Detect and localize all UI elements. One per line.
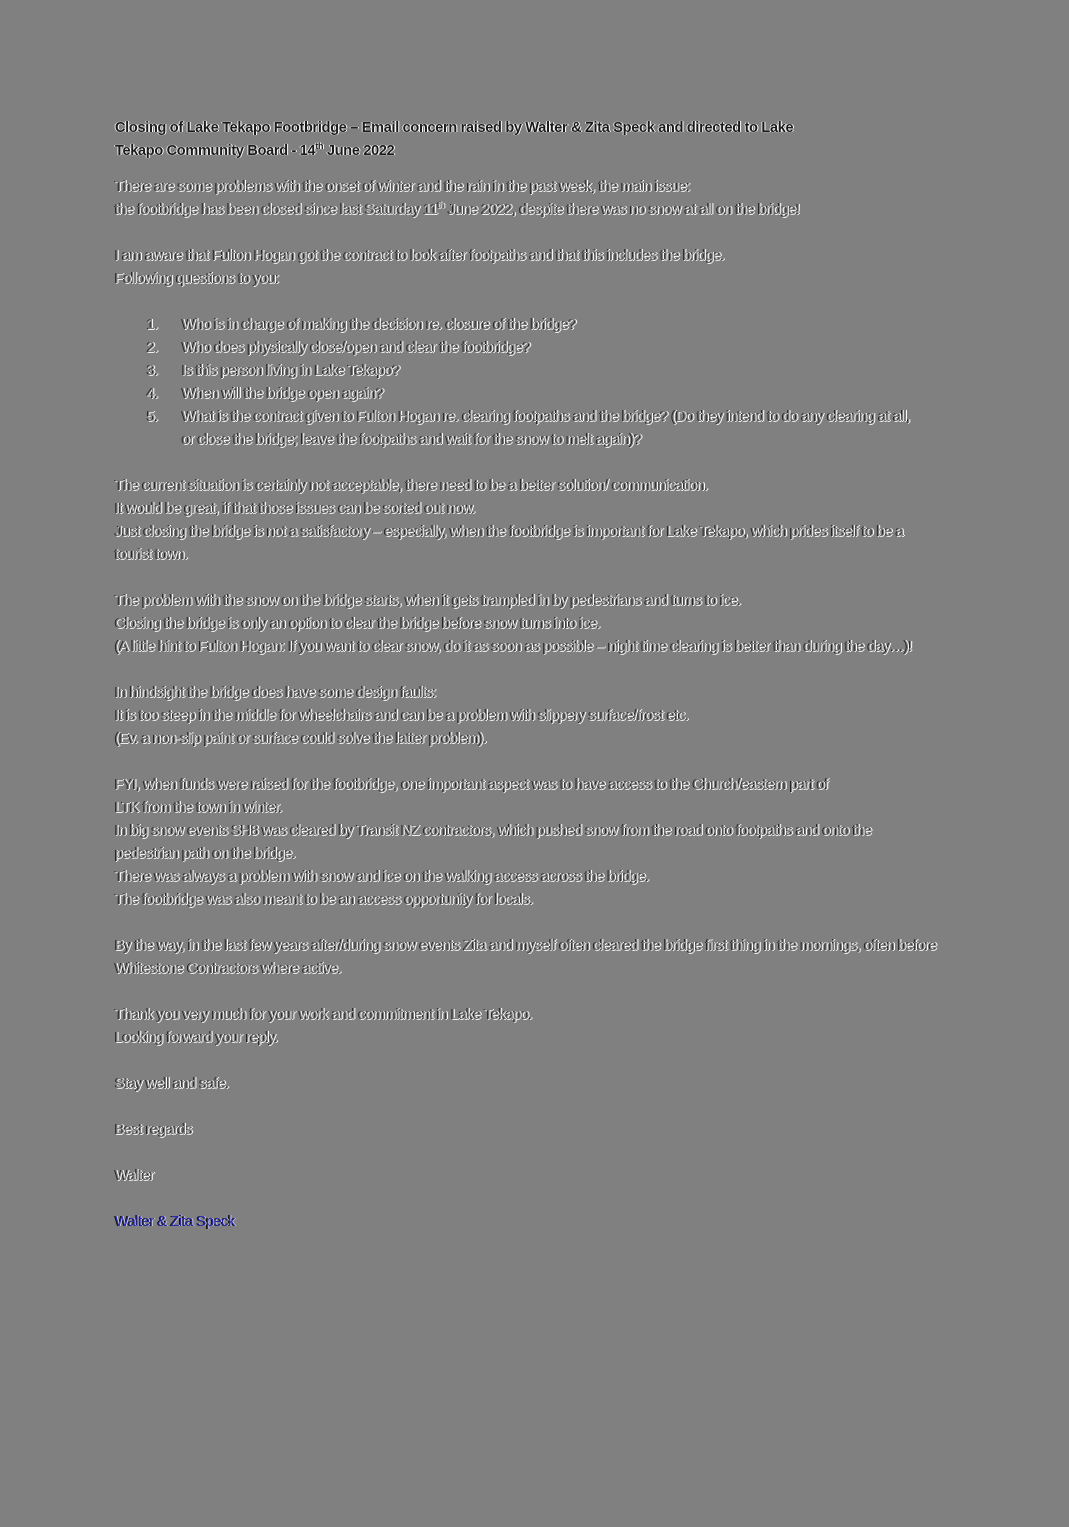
question-item [115, 383, 955, 406]
contract-line-2: Following questions to you: [115, 271, 280, 287]
question-number: 5. [147, 409, 159, 425]
closing-name: Walter [115, 1168, 154, 1184]
fyi-line-4: The footbridge was also meant to be an access opportunity for locals. [115, 892, 534, 908]
design-line-1: In hindsight the bridge does have some design faults: [115, 685, 437, 701]
questions-list [115, 314, 955, 452]
btw-line-1: By the way, in the last few years after/during snow events Zita and myself often cleared the bridge first thing in the mornings, often before Whitestone Contractors where active. [115, 938, 937, 977]
paragraph-intro [115, 176, 955, 222]
question-item [115, 360, 955, 383]
design-line-3: (Ev. a non-slip paint or surface could solve the latter problem). [115, 731, 487, 747]
intro-line-2-end: June 2022, despite there was no snow at all on the bridge! [444, 202, 800, 218]
fyi-line-1: FYI, when funds were raised for the footbridge, one important aspect was to have access to the Church/eastern part of LTK from the town in winter. [115, 777, 829, 816]
intro-line-1: There are some problems with the onset of winter and the rain in the past week, the main issue: [115, 179, 691, 195]
contract-line-1: I am aware that Fulton Hogan got the contract to look after footpaths and that this includes the bridge. [115, 248, 725, 264]
document-title [115, 117, 955, 163]
paragraph-situation [115, 475, 955, 567]
question-number: 2. [147, 340, 159, 356]
closing-regards: Best regards [115, 1122, 193, 1138]
question-text: What is the contract given to Fulton Hogan re. clearing footpaths and the bridge? (Do they intend to do any clearing at all, or close the bridge; leave the footpaths and wait for the snow to melt again)? [182, 409, 911, 448]
paragraph-by-the-way [115, 935, 955, 981]
question-text: Is this person living in Lake Tekapo? [182, 363, 400, 379]
title-line-2: Tekapo Community Board - 14 [115, 143, 316, 159]
situation-line-2: It would be great, if that those issues can be sorted out now. [115, 501, 476, 517]
paragraph-thanks [115, 1004, 955, 1050]
question-number: 1. [147, 317, 159, 333]
question-number: 4. [147, 386, 159, 402]
title-line-1: Closing of Lake Tekapo Footbridge – Email concern raised by Walter & Zita Speck and directed to Lake [115, 120, 794, 136]
title-ordinal: th [315, 141, 324, 152]
title-line-2-end: June 2022 [323, 143, 395, 159]
intro-line-2 [115, 199, 925, 222]
question-text: Who is in charge of making the decision re. closure of the bridge? [182, 317, 577, 333]
paragraph-fyi [115, 774, 955, 912]
thanks-line-2: Looking forward your reply. [115, 1030, 279, 1046]
paragraph-snow-problem [115, 590, 955, 659]
snow-line-3: (A little hint to Fulton Hogan: If you want to clear snow, do it as soon as possible – night time clearing is better than during the day…)! [115, 639, 913, 655]
fyi-line-2: In big snow events SH8 was cleared by Transit NZ contractors, which pushed snow from the road onto footpaths and onto the pedestrian path on the bridge. [115, 823, 872, 862]
thanks-line-1: Thank you very much for your work and commitment in Lake Tekapo. [115, 1007, 533, 1023]
intro-line-2-text: the footbridge has been closed since last Saturday 11 [115, 202, 438, 218]
question-item [115, 314, 955, 337]
question-item [115, 337, 955, 360]
fyi-line-3: There was always a problem with snow and ice on the walking access across the bridge. [115, 869, 650, 885]
snow-line-2: Closing the bridge is only an option to clear the bridge before snow turns into ice. [115, 616, 601, 632]
situation-line-1: The current situation is certainly not acceptable, there need to be a better solution/ communication. [115, 478, 709, 494]
question-text: When will the bridge open again? [182, 386, 384, 402]
intro-ordinal: th [437, 200, 445, 211]
signature-link[interactable]: Walter & Zita Speck [115, 1214, 235, 1230]
question-number: 3. [147, 363, 159, 379]
closing-stay-safe: Stay well and safe. [115, 1076, 230, 1092]
paragraph-design-faults [115, 682, 955, 751]
paragraph-contract [115, 245, 955, 291]
design-line-2: It is too steep in the middle for wheelchairs and can be a problem with slippery surface/frost etc. [115, 708, 689, 724]
email-document [115, 117, 955, 1234]
situation-line-3: Just closing the bridge is not a satisfactory – especially, when the footbridge is important for Lake Tekapo, which prides itself to be a tourist town. [115, 524, 904, 563]
question-text: Who does physically close/open and clear the footbridge? [182, 340, 531, 356]
question-item [115, 406, 955, 452]
snow-line-1: The problem with the snow on the bridge starts, when it gets trampled in by pedestrians and turns to ice. [115, 593, 742, 609]
